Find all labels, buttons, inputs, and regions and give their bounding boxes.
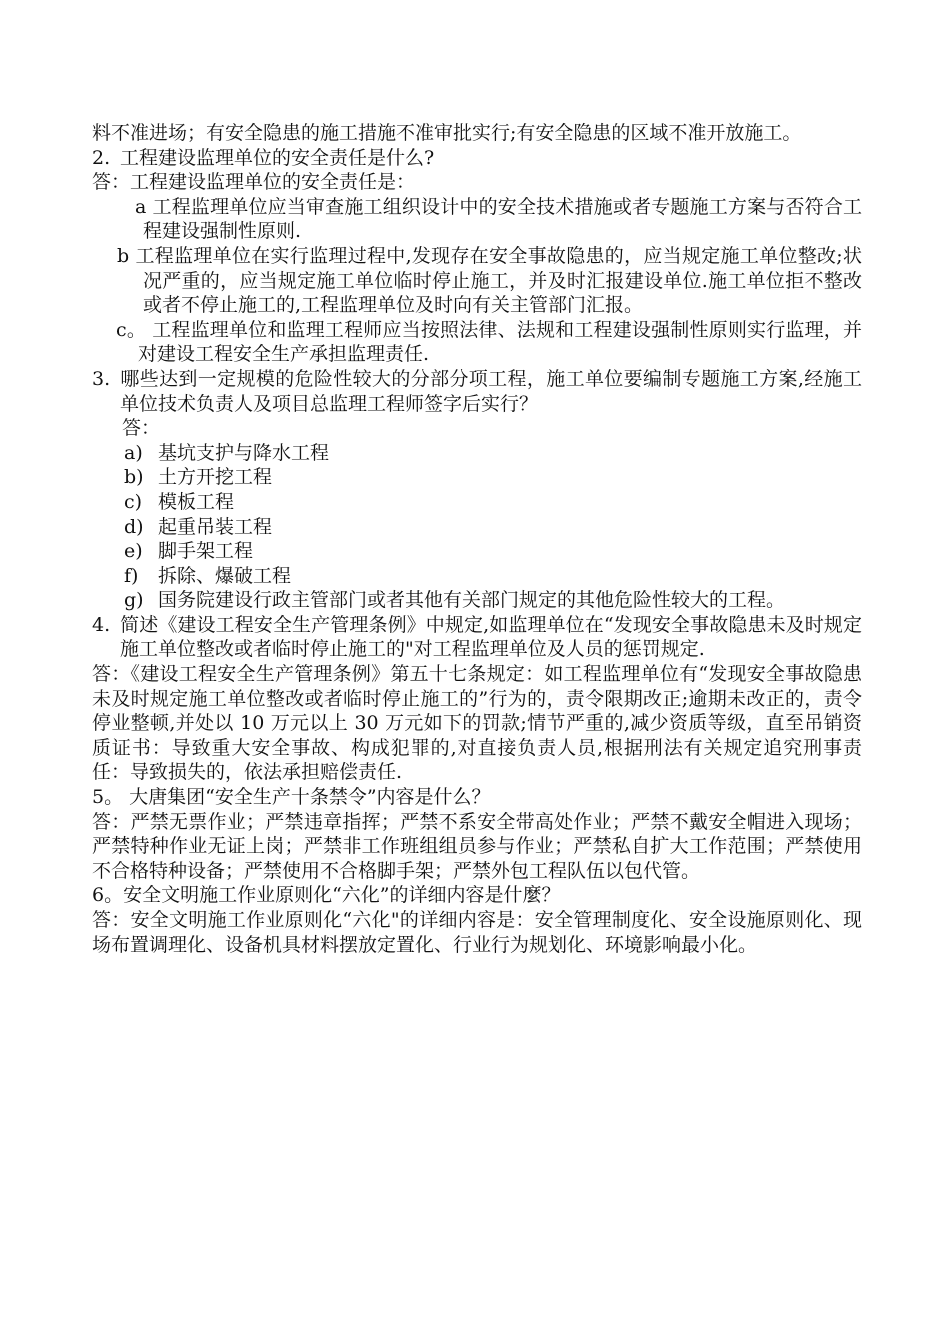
list-text: 拆除、爆破工程 xyxy=(158,564,292,587)
answer-2-item-c: c。 工程监理单位和监理工程师应当按照法律、法规和工程建设强制性原则实行监理，并对建设工程安全生产承担监理责任. xyxy=(116,318,862,366)
answer-2-item-b: b 工程监理单位在实行监理过程中,发现存在安全事故隐患的，应当规定施工单位整改;状况严重的，应当规定施工单位临时停止施工，并及时汇报建设单位.施工单位拒不整改或者不停止施工的,工程监理单位及时向有关主管部门汇报。 xyxy=(117,244,862,317)
list-marker: g) xyxy=(124,589,144,612)
list-marker: a) xyxy=(124,441,143,464)
question-text: 哪些达到一定规模的危险性较大的分部分项工程，施工单位要编制专题施工方案,经施工单位技术负责人及项目总监理工程师签字后实行？ xyxy=(120,367,862,415)
question-6: 6。安全文明施工作业原则化“六化”的详细内容是什麼？ xyxy=(92,884,561,907)
list-item xyxy=(92,539,862,564)
question-3 xyxy=(92,367,862,416)
question-4 xyxy=(92,613,862,662)
list-text: 起重吊装工程 xyxy=(158,515,273,538)
list-text: 土方开挖工程 xyxy=(158,466,273,489)
list-item xyxy=(92,588,862,613)
answer-2-lead: 答：工程建设监理单位的安全责任是： xyxy=(92,171,416,194)
answer-6: 答：安全文明施工作业原则化“六化"的详细内容是：安全管理制度化、安全设施原则化、现场布置调理化、设备机具材料摆放定置化、行业行为规划化、环境影响最小化。 xyxy=(92,909,862,956)
answer-5: 答：严禁无票作业；严禁违章指挥；严禁不系安全带高处作业；严禁不戴安全帽进入现场；严禁特种作业无证上岗；严禁非工作班组组员参与作业；严禁私自扩大工作范围；严禁使用不合格特种设备；严禁使用不合格脚手架；严禁外包工程队伍以包代管。 xyxy=(92,810,862,882)
question-number: 4. xyxy=(92,613,111,636)
question-text: 简述《建设工程安全生产管理条例》中规定,如监理单位在“发现安全事故隐患未及时规定施工单位整改或者临时停止施工的"对工程监理单位及人员的惩罚规定. xyxy=(120,613,862,661)
answer-3-lead: 答： xyxy=(122,417,161,440)
question-5: 5。 大唐集团“安全生产十条禁令”内容是什么？ xyxy=(92,786,491,809)
list-text: 基坑支护与降水工程 xyxy=(158,441,330,464)
answer-2-item-a: a 工程监理单位应当审查施工组织设计中的安全技术措施或者专题施工方案与否符合工程建设强制性原则. xyxy=(135,195,862,243)
list-text: 国务院建设行政主管部门或者其他有关部门规定的其他危险性较大的工程。 xyxy=(158,589,786,612)
document-body xyxy=(92,121,862,957)
list-item xyxy=(92,490,862,515)
answer-3-list xyxy=(92,441,862,613)
paragraph-continuation: 料不准进场；有安全隐患的施工措施不准审批实行;有安全隐患的区域不准开放施工。 xyxy=(92,122,802,144)
list-marker: e) xyxy=(124,540,143,563)
list-marker: b) xyxy=(124,466,144,489)
answer-4: 答：《建设工程安全生产管理条例》第五十七条规定：如工程监理单位有“发现安全事故隐患未及时规定施工单位整改或者临时停止施工的”行为的，责令限期改正;逾期未改正的，责令停业整顿,并处以 10 万元以上 30 万元如下的罚款;情节严重的,减少资质等级，直至吊销资质证书：导致重大安全事故、构成犯罪的,对直接负责人员,根据刑法有关规定追究刑事责任：导致损失的，依法承担赔偿责任. xyxy=(92,663,862,784)
list-item xyxy=(92,564,862,589)
list-text: 模板工程 xyxy=(158,490,235,513)
list-marker: d) xyxy=(124,515,144,538)
list-item xyxy=(92,441,862,466)
question-number: 3. xyxy=(92,367,111,390)
question-number: 2. xyxy=(92,146,111,169)
question-text: 工程建设监理单位的安全责任是什么? xyxy=(120,146,435,169)
list-item xyxy=(92,515,862,540)
list-marker: f) xyxy=(124,564,139,587)
list-text: 脚手架工程 xyxy=(158,540,254,563)
list-item xyxy=(92,465,862,490)
list-marker: c) xyxy=(124,490,143,513)
question-2 xyxy=(92,146,862,171)
